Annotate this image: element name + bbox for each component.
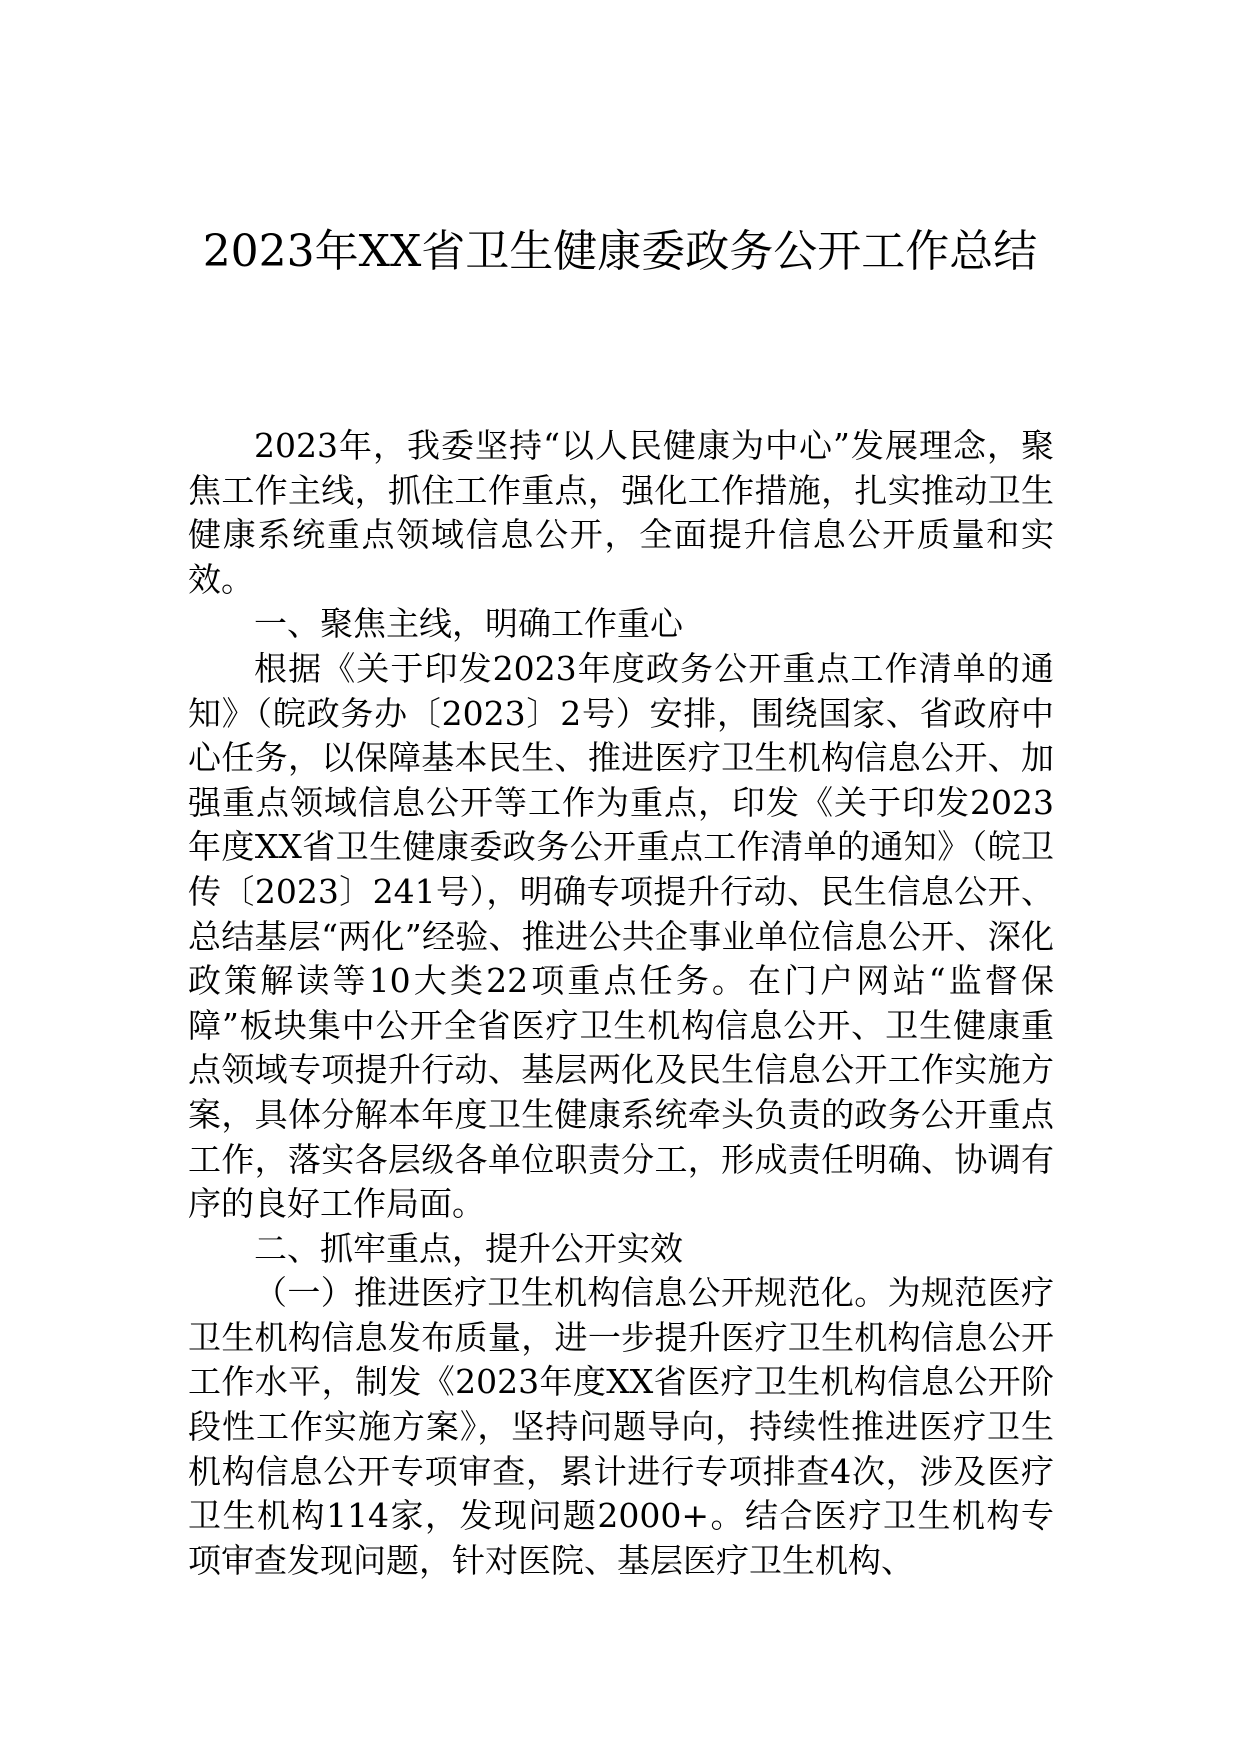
section-1-paragraph: 根据《关于印发2023年度政务公开重点工作清单的通知》（皖政务办〔2023〕2号）安排，围绕国家、省政府中心任务，以保障基本民生、推进医疗卫生机构信息公开、加强重点领域信息公开等工作为重点，印发《关于印发2023年度XX省卫生健康委政务公开重点工作清单的通知》（皖卫传〔2023〕241号），明确专项提升行动、民生信息公开、总结基层“两化”经验、推进公共企事业单位信息公开、深化政策解读等10大类22项重点任务。在门户网站“监督保障”板块集中公开全省医疗卫生机构信息公开、卫生健康重点领域专项提升行动、基层两化及民生信息公开工作实施方案，具体分解本年度卫生健康系统牵头负责的政务公开重点工作，落实各层级各单位职责分工，形成责任明确、协调有序的良好工作局面。 bbox=[188, 648, 1054, 1224]
section-heading-1: 一、聚焦主线，明确工作重心 bbox=[254, 604, 683, 644]
intro-paragraph: 2023年，我委坚持“以人民健康为中心”发展理念，聚焦工作主线，抓住工作重点，强化工作措施，扎实推动卫生健康系统重点领域信息公开，全面提升信息公开质量和实效。 bbox=[188, 426, 1054, 599]
document-title: 2023年XX省卫生健康委政务公开工作总结 bbox=[202, 226, 1038, 277]
section-2-paragraph-1: （一）推进医疗卫生机构信息公开规范化。为规范医疗卫生机构信息发布质量，进一步提升医疗卫生机构信息公开工作水平，制发《2023年度XX省医疗卫生机构信息公开阶段性工作实施方案》，坚持问题导向，持续性推进医疗卫生机构信息公开专项审查，累计进行专项排查4次，涉及医疗卫生机构114家，发现问题2000+。结合医疗卫生机构专项审查发现问题，针对医院、基层医疗卫生机构、 bbox=[188, 1273, 1054, 1580]
section-heading-2: 二、抓牢重点，提升公开实效 bbox=[254, 1228, 683, 1268]
document-body bbox=[188, 424, 1054, 1583]
